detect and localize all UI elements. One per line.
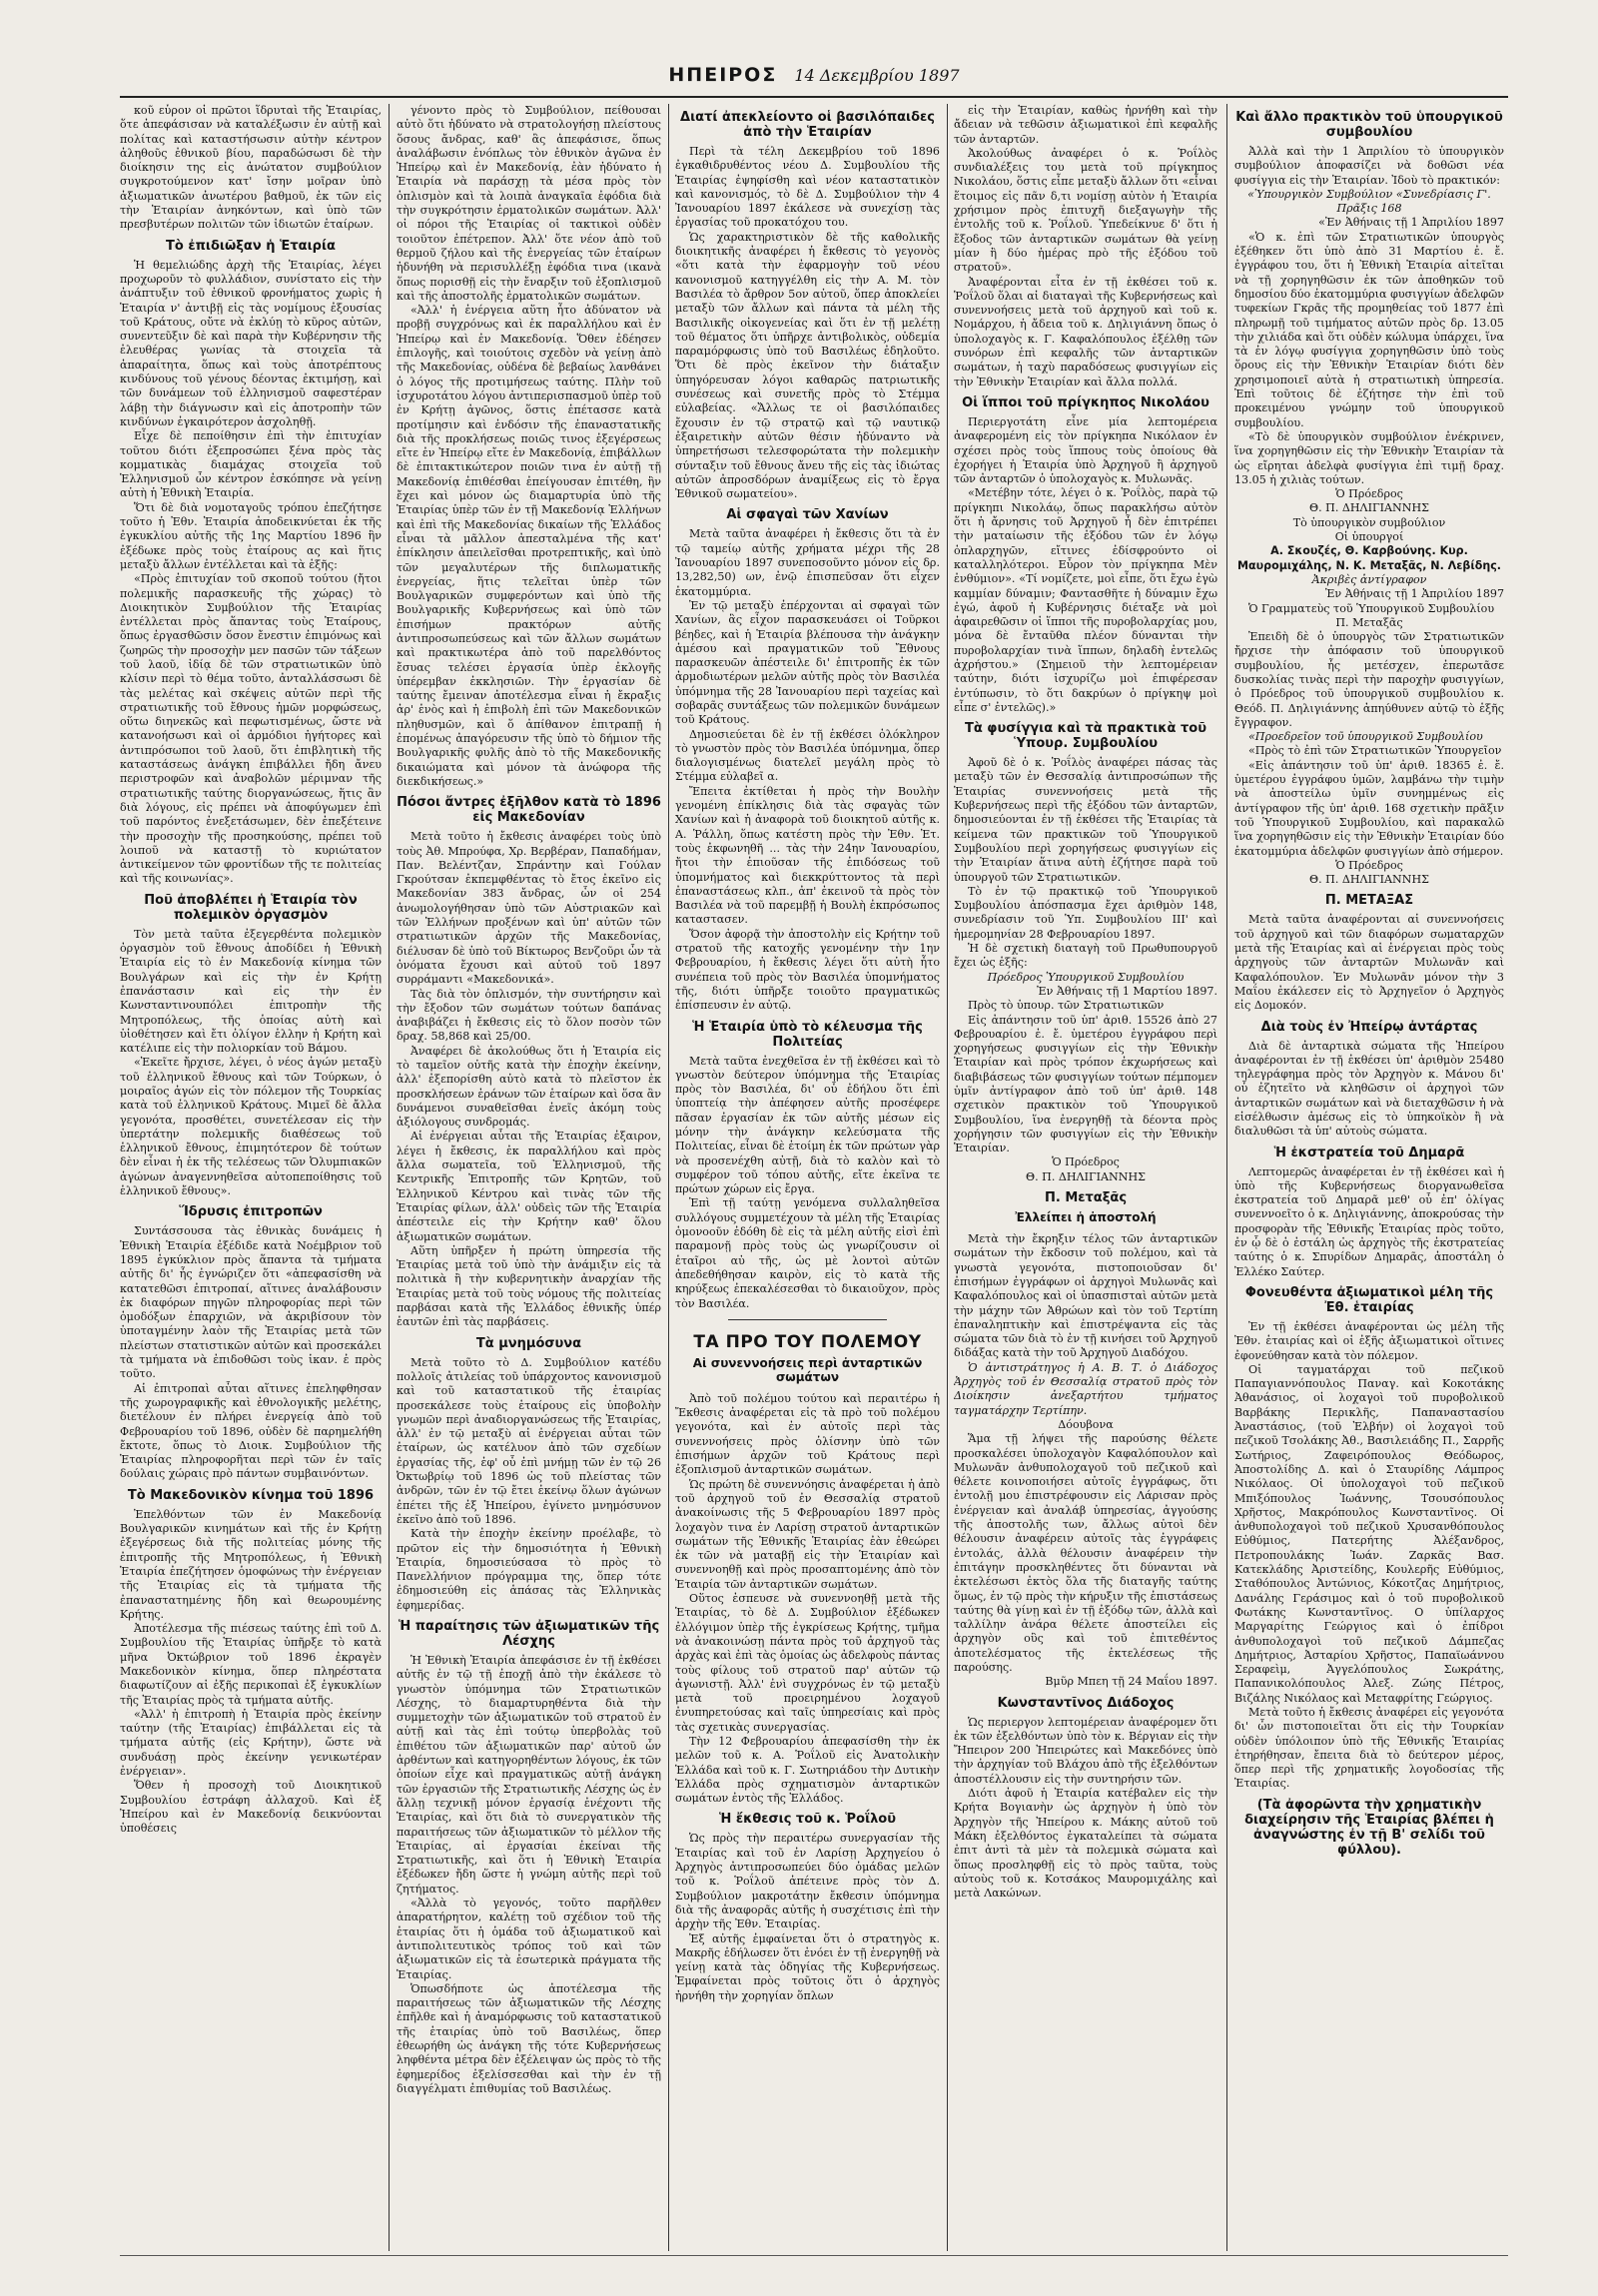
paragraph: Ἐν Ἀθήναις τῇ 1 Μαρτίου 1897. xyxy=(1037,984,1217,998)
paragraph: Ὡς πρώτη δὲ συνεννόησις ἀναφέρεται ἡ ἀπὸ τοῦ ἀρχηγοῦ τοῦ ἐν Θεσσαλίᾳ στρατοῦ ἀνακοίνωσις τῆς 5 Φεβρουαρίου 1897 πρὸς λοχαγὸν τινα ἐν Λαρίσῃ στρατοῦ ἀνταρτικῶν σωμάτων τῆς Ἐθνικῆς Ἑταιρίας ἐὰν ἐθεώρει ἐκ τῶν νὰ ματαβῇ εἰς τὴν Ἑταιρίαν καὶ συνεννοηθῇ καὶ πρὸς προσαπτομένης ἀπὸ τὸν Ἑταιρία τῶν ἀνταρτικῶν σωμάτων. xyxy=(675,1477,940,1591)
column-2 xyxy=(397,104,661,2251)
signature-name: Θ. Π. ΔΗΛΙΓΙΑΝΝΗΣ xyxy=(1026,1169,1146,1183)
paragraph: Ἐν τῷ μεταξὺ ἐπέρχονται αἱ σφαγαὶ τῶν Χανίων, ἃς εἶχον παρασκευάσει οἱ Τοῦρκοι βέηδες, καὶ ἡ Ἑταιρία βλέπουσα τὴν ἀνάγκην ἀμέσου καὶ πραγματικῶν τοῦ Ἔθνους παρασκευῶν ἀπέστειλε δι' ἐπιτροπῆς ἐκ τῶν ἀρμοδιωτέρων μελῶν αὐτῆς πρὸς τὸν Βασιλέα ὑπόμνημα τῆς 28 Ἰανουαρίου περὶ ταχείας καὶ σοβαρᾶς συντάξεως τῶν πολεμικῶν δυνάμεων τοῦ Κράτους. xyxy=(675,598,940,727)
section-heading: (Τὰ ἀφορῶντα τὴν χρηματικὴν διαχείρησιν τῆς Ἑταιρίας βλέπει ἡ ἀναγνώστης ἐν τῇ Β' σελίδι τοῦ φύλλου). xyxy=(1244,1797,1494,1858)
paragraph: Ἐν τῇ ἐκθέσει ἀναφέρονται ὡς μέλη τῆς Ἐθν. ἑταιρίας καὶ οἱ ἐξῆς ἀξιωματικοὶ οἵτινες ἐφονεύθησαν κατὰ τὸν πόλεμον. xyxy=(1234,1319,1504,1362)
paragraph: Μετὰ τοῦτο ἡ ἔκθεσις ἀναφέρει εἰς γεγονότα δι' ὧν πιστοποιεῖται ὅτι εἰς τὴν Τουρκίαν οὐδὲν ὑπόλοιπον ὑπὸ τῆς Ἐθνικῆς Ἑταιρίας ἐτηρήθησαν, ἔπειτα διὰ τὸ δεύτερον μέρος, ὅπερ περὶ τῆς χρηματικῆς λογοδοσίας τῆς Ἑταιρίας. xyxy=(1234,1705,1504,1791)
paragraph: Αἱ ἐνέργειαι αὗται τῆς Ἑταιρίας ἐξαιρον, λέγει ἡ ἔκθεσις, ἐκ παραλλήλου καὶ πρὸς ἄλλα σωματεῖα, τοῦ Ἑλληνισμοῦ, τῆς Κεντρικῆς Ἐπιτροπῆς τῶν Κρητῶν, τοῦ Ἑλληνικοῦ Κέντρου καὶ τινὰς τῶν τῆς Ἑταιρίας φίλων, ἀλλ' οὐδεὶς τῶν τῆς Ἑταιρία ἀπέστειλε εἰς τὴν Κρήτην καθ' ὅλου ἀξιωματικῶν σωμάτων. xyxy=(397,1130,661,1243)
paragraph: Οἱ ὑπουργοί xyxy=(1334,530,1404,544)
paragraph: Ὁ Πρόεδρος xyxy=(1335,487,1403,501)
bottom-rule xyxy=(120,2255,1508,2256)
paragraph: Εἶχε δὲ πεποίθησιν ἐπὶ τὴν ἐπιτυχίαν τοῦτου διότι ἐξεπροσώπει ξένα πρὸς τὰς κομματικὰς διαμάχας στοιχεῖα τοῦ Ἑλληνισμοῦ ὧν κέντρον ἐσκόπησε νὰ γείνῃ αὐτὴ ἡ Ἐθνικὴ Ἑταιρία. xyxy=(120,429,382,500)
signature-name: Θ. Π. ΔΗΛΙΓΙΑΝΝΗΣ xyxy=(1309,873,1429,887)
paragraph: Εἰς ἀπάντησιν τοῦ ὑπ' ἀριθ. 15526 ἀπὸ 27 Φεβρουαρίου ἐ. ἔ. ὑμετέρου ἐγγράφου περὶ χορηγήσεως φυσιγγίων εἰς τὴν Ἐθνικὴν Ἑταιρίαν καὶ πρὸς τρόπον ἐκχωρήσεως καὶ διαβιβάσεως τῶν φυσιγγίων τούτων πέμπομεν ὑμῖν ἀντίγραφον ἀπὸ τοῦ ὑπ' ἀριθ. 148 σχετικὸν πρακτικὸν τοῦ Ὑπουργικοῦ Συμβουλίου, ἵνα ἐνεργηθῇ τὰ δέοντα πρὸς χορήγησιν τῶν φυσιγγίων εἰς τὴν Ἐθνικὴν Ἑταιρίαν. xyxy=(954,1013,1217,1155)
section-heading: Π. Μεταξᾶς xyxy=(1044,1190,1128,1206)
paragraph: Οἱ ταγματάρχαι τοῦ πεζικοῦ Παπαγιαννόπουλος Παναγ. καὶ Κοκοτάκης Ἀθανάσιος, οἱ λοχαγοὶ τοῦ πυροβολικοῦ Βαρβάκης Περικλῆς, Παπαναστασίου Ἀναστάσιος, (τοῦ Ἐλβήν) οἱ λοχαγοὶ τοῦ πεζικοῦ Τσολάκης Ἀθ., Βασιλειάδης Π., Σαρρῆς Σωτήριος, Ζαφειρόπουλος Θεόδωρος, Ἀποστολίδης Δ. καὶ ὁ Σταυρίδης Λάμπρος Νικόλαος. Οἱ ὑπολοχαγοὶ τοῦ πεζικοῦ Μπιξόπουλος Ἰωάννης, Τσουσόπουλος Χρῆστος, Μακρόπουλος Κωνσταντῖνος. Οἱ ἀνθυπολοχαγοὶ τοῦ πεζικοῦ Χρυσανθόπουλος Εὐθύμιος, Πατερήτης Ἀλέξανδρος, Πετροπουλάκης Ἰωάν. Ζαρκᾶς Βασ. Κατεκλάδης Ἀριστείδης, Κουλερῆς Εὐθύμιος, Σταθόπουλος Ἀντώνιος, Κόκοτζας Δημήτριος, Δανάλης Γεράσιμος καὶ ὁ τοῦ πυροβολικοῦ Φωτάκης Κωνσταντῖνος. Ο ὑπίλαρχος Μαργαρίτης Γεώργιος καὶ ὁ ἐπίδροι ἀνθυπολοχαγοὶ τοῦ πεζικοῦ Δάμπεζας Δημήτριος, Ἀσταρίου Χρῆστος, Παπαϊωάννου Σεραφεὶμ, Ἀγγελόπουλος Σωκράτης, Παπανικολόπουλος Ἀλεξ. Ζώης Πέτρος, Βιζάλης Νικόλαος καὶ Μεταφρίτης Γεώργιος. xyxy=(1234,1362,1504,1705)
signatories: Α. Σκουζές, Θ. Καρβούνης. Κυρ. Μαυρομιχάλης, Ν. Κ. Μεταξᾶς, Ν. Λεβίδης. xyxy=(1236,544,1502,572)
paragraph: Μετὰ τοῦτο ἡ ἔκθεσις ἀναφέρει τοὺς ὑπὸ τοὺς Ἀθ. Μπρούφα, Χρ. Βερβέραν, Παπαδήμαν, Παν. Βελέντζαν, Σπράντην καὶ Γούλαν Γκρούτσαν ἐκπεμφθέντας τὸ ἔτος ἐκεῖνο εἰς Μακεδονίαν 383 ἄνδρας, ὧν οἱ 254 ἀνωμολογήθησαν ὑπὸ τῶν Αὐστριακῶν καὶ τῶν Ἑλλήνων προξένων καὶ ὑπ' αὐτῶν τῶν στρατιωτικῶν ἀρχῶν τῆς Μακεδονίας, διέλυσαν δὲ ὑπὸ τοῦ Βίκτωρος Βενζοῦρι ὧν τὰ ὀνόματα ἔχουσι καὶ αὐτοῦ τοῦ 1897 συρράμαντι «Μακεδονικά». xyxy=(397,830,661,987)
paragraph: Βμῦρ Μπεη τῇ 24 Μαΐου 1897. xyxy=(1045,1675,1217,1689)
paragraph: «Ἐν Ἀθήναις τῇ 1 Ἀπριλίου 1897 xyxy=(1318,216,1504,230)
paragraph: Ἡ δὲ σχετικὴ διαταγὴ τοῦ Πρωθυπουργοῦ ἔχει ὡς ἑξῆς: xyxy=(954,942,1217,970)
paragraph: Διὰ δὲ ἀνταρτικὰ σώματα τῆς Ἠπείρου ἀναφέρονται ἐν τῇ ἐκθέσει ὑπ' ἀριθμὸν 25480 τηλεγράφημα πρὸς τὸν Ἀρχηγὸν κ. Μάνου δι' οὗ ἐζητεῖτο νὰ κληθῶσιν οἱ ἀρχηγοὶ τῶν ἀνταρτικῶν σωμάτων καὶ νὰ διεταχθῶσιν ἡ νὰ εἰσέλθωσιν ἀμέσως εἰς τὸ ὑπηκοϊκὸν ἢ νὰ διαλυθῶσι τὰ ὑπ' αὐτοὺς σώματα. xyxy=(1234,1039,1504,1139)
section-heading: Τὸ ἐπιδιῶξαν ἡ Ἑταιρία xyxy=(166,238,336,254)
paragraph: Ὅτι δὲ διὰ νομοταγοῦς τρόπου ἐπεζήτησε τοῦτο ἡ Ἐθν. Ἑταιρία ἀποδεικνύεται ἐκ τῆς ἐγκυκλίου αὐτῆς τῆς 1ης Μαρτίου 1896 ἣν ἐξέδωκε πρὸς τοὺς ἑταίρους ας καὶ ἥτις μεταξὺ ἄλλων ἐντέλλεται καὶ τὰ ἑξῆς: xyxy=(120,500,382,571)
masthead xyxy=(120,64,1508,94)
paragraph: «Ἀλλ' ἡ ἐνέργεια αὕτη ἦτο ἀδύνατον νὰ προβῇ συγχρόνως καὶ ἐκ παραλλήλου καὶ ἐν Ἠπείρῳ καὶ ἐν Μακεδονίᾳ. Ὅθεν ἐδέησεν ἐπιλογῆς, καὶ τοιούτοις σχεδὸν νὰ γείνῃ ἀπὸ τῆς Μακεδονίας, οὐδένα δὲ βεβαίως λανθάνει ὁ λόγος τῆς προτιμήσεως ταύτης. Πλὴν τοῦ ἰσχυροτάτου λόγου ἀντιπερισπασμοῦ ὑπὲρ τοῦ ἐν Κρήτῃ ἀγῶνος, ὅστις ἐπέτασσε κατὰ προτίμησιν καὶ ἐνδόσιν τῆς ἐπαναστατικῆς διὰ τῆς προκλήσεως ποιῶς τινος ἐξεγέρσεως εἴτε ἐν Ἠπείρῳ εἴτε ἐν Μακεδονίᾳ, ἐπιβάλλων δὲ ἐπιτακτικώτερον ποιῶν τινα ἐν αὐτῇ τῇ Μακεδονίᾳ ἐπιθέσθαι ἐπείγουσαν ἐπιτέθη, ἣν ἔχει καὶ μόνον ὡς διαμαρτυρία ὑπὸ τῆς Ἑταιρίας ὑπὲρ τῶν ἐν τῇ Μακεδονίᾳ Ἑλλήνων καὶ ἐπὶ τῆς Μακεδονίας δικαίων τῆς Ἑλλάδος εἶναι τὰ μᾶλλον ἀπεσταλμένα τῆς κατ' ἐπίκλησιν ἀπειλεῖσθαι προτρεπτικῆς, καὶ ὑπὸ τῶν μεγαλυτέρων τῆς διπλωματικῆς ἐνεργείας, ἥτις τελεῖται ὑπὲρ τῶν Βουλγαρικῶν συμφερόντων καὶ ὑπὸ τῆς Βουλγαρικῆς Κυβερνήσεως καὶ ὑπὸ τῶν ἐπισήμων πρακτόρων αὐτῆς ἀντιπροσωπεύσεως καὶ τῶν ἄλλων σωμάτων καὶ πρακτικωτέρα ἀπὸ τοῦ παρελθόντος ἔσυας τελέσει ἐργασία ὑπὲρ ἐκλογῆς ὑπέρεμβαν ἐκκλησιῶν. Τὴν ἐργασίαν δὲ ταύτης ἔμειναν ἀποτέλεσμα εἶναι ἡ ἔκραξις ἀρ' ἑνὸς καὶ ἡ ἐπιβολὴ ἐπὶ τῶν Μακεδονικῶν πληθυσμῶν, καὶ ὅ ἀπίθανον ἐπιτραπῇ ἡ ἐπομένως ἀπαγόρευσιν τῆς ὑπὸ τὸ δήμιον τῆς Βουλγαρικῆς φυλῆς ἀπὸ τὸ τῆς Μακεδονικῆς δικαιώματα καὶ μόνον τὰ ἀνώφορα τῆς διεκδικήσεως.» xyxy=(397,304,661,788)
paragraph: Κατὰ τὴν ἐποχὴν ἐκείνην προέλαβε, τὸ πρῶτον εἰς τὴν δημοσιότητα ἡ Ἐθνικὴ Ἑταιρία, δημοσιεύσασα τὸ πρὸς τὸ Πανελλήνιον πρόγραμμα της, ὅπερ τότε ἐδημοσιεύθη εἰς ἁπάσας τὰς Ἑλληνικὰς ἐφημερίδας. xyxy=(397,1527,661,1612)
column-3 xyxy=(675,104,940,2251)
paragraph: Ἐπελθόντων τῶν ἐν Μακεδονίᾳ Βουλγαρικῶν κινημάτων καὶ τῆς ἐν Κρήτῃ ἐξεγέρσεως διὰ τῆς πολιτείας μόνης τῆς ἐπιτροπῆς τῆς Μητροπόλεως, ἡ Ἐθνικὴ Ἑταιρία ἐπεζήτησεν ὁμοφώνως τὴν ἐνέργειαν τῆς Ἑταιρίας εἰς τὰ τμήματα τῆς ἐπαναστατημένης ἤδη καὶ θεωρουμένης Κρήτης. xyxy=(120,1507,382,1621)
paragraph: Ἐξ αὐτῆς ἐμφαίνεται ὅτι ὁ στρατηγὸς κ. Μακρῆς ἐδήλωσεν ὅτι ἐνόει ἐν τῇ ἐνεργηθῇ νὰ γείνῃ κατὰ τὰς ὁδηγίας τῆς Κυβερνήσεως. Ἐμφαίνεται πρὸς τοῦτοις ὅτι ὁ ἀρχηγὸς ἠρνήθη τὴν χορηγίαν ὅπλων xyxy=(675,1931,940,2002)
paragraph: κοῦ εὗρον οἱ πρῶτοι ἵδρυταὶ τῆς Ἑταιρίας, ὅτε ἀπεφάσισαν νὰ καταλέξωσιν ἐν αὐτῇ καὶ πολίτας καὶ καταστήσωσιν αὐτὴν κέντρον ἀληθοῦς ἐθνικοῦ βίου, παραδώσωσι δὲ τὴν διοίκησιν της εἰς ἀνώτατον συμβούλιον συγκροτούμενον κατ' ἴσην μοῖραν ὑπὸ ἀξιωματικῶν ἀνωτέρου βαθμοῦ, ἐκ τῶν εἰς τὴν Ἑταιρίαν ἀνηκόντων, καὶ ὑπὸ τῶν πρεσβυτέρων πολιτῶν τῶν ἰδιωτῶν ἑταίρων. xyxy=(120,104,382,232)
paragraph: «Εἰς ἀπάντησιν τοῦ ὑπ' ἀριθ. 18365 ἐ. ἔ. ὑμετέρου ἐγγράφου ὑμῶν, λαμβάνω τὴν τιμὴν νὰ ἀποστείλω ὑμῖν συνημμένως εἰς ἀντίγραφον τῆς ὑπ' ἀριθ. 168 σχετικὴν πρᾶξιν τοῦ Ὑπουργικοῦ Συμβουλίου, καὶ παρακαλῶ ἵνα χορηγηθῶσιν εἰς τὴν Ἐθνικὴν Ἑταιρίαν δύο ἑκατομμύρια ἀδελφῶν φυσιγγίων ἀπὸ σήμερον. xyxy=(1234,758,1504,858)
section-heading: Αἱ σφαγαὶ τῶν Χανίων xyxy=(726,507,889,523)
section-heading: Τὸ Μακεδονικὸν κίνημα τοῦ 1896 xyxy=(127,1487,375,1503)
paragraph: Ὁ ἀντιστράτηγος ἡ Α. Β. Τ. ὁ Διάδοχος Ἀρχηγὸς τοῦ ἐν Θεσσαλίᾳ στρατοῦ πρὸς τὸν Διοίκησιν ἀνεξαρτήτου τμήματος ταγματάρχην Τερτίπην. xyxy=(954,1360,1217,1417)
paragraph: εἰς τὴν Ἑταιρίαν, καθὼς ἠρνήθη καὶ τὴν ἄδειαν νὰ τεθῶσιν ἀξιωματικοὶ ἐπὶ κεφαλῆς τῶν ἀνταρτῶν. xyxy=(954,104,1217,146)
paragraph: Ὁ Πρόεδρος xyxy=(1335,858,1403,872)
paragraph: Τὴν 12 Φεβρουαρίου ἀπεφασίσθη τὴν ἐκ μελῶν τοῦ κ. Α. Ῥοΐλοῦ εἰς Ἀνατολικὴν Ἑλλάδα καὶ τοῦ κ. Γ. Σωτηριάδου τὴν Δυτικὴν Ἑλλάδα πρὸς σχηματισμὸν ἀνταρτικῶν σωμάτων ἐντὸς τῆς Ἑλλάδος. xyxy=(675,1734,940,1806)
paragraph: Τὸ ὑπουργικὸν συμβούλιον xyxy=(1292,515,1446,529)
paragraph: Μετὰ ταῦτα ἀναφέρει ἡ ἔκθεσις ὅτι τὰ ἐν τῷ ταμείῳ αὐτῆς χρήματα μέχρι τῆς 28 Ἰανουαρίου 1897 συνεποσοῦντο μόνον εἰς δρ. 13,282,50) ων, ἐνῷ ἐπισπεῦσαν ὅτι εἶχεν ἑκατομμύρια. xyxy=(675,527,940,598)
section-heading: Π. ΜΕΤΑΞΑΣ xyxy=(1324,893,1414,909)
paragraph: Ὡς περιεργον λεπτομέρειαν ἀναφέρομεν ὅτι ἐκ τῶν ἐξελθόντων ὑπὸ τὸν κ. Βέργιαν εἰς τὴν Ἤπειρον 200 Ἠπειρώτες καὶ Μακεδόνες ὑπὸ τὴν ἀρχηγίαν τοῦ Βλάχου ἀπὸ τῆς ἐξελθόντων ἀποστέλλουσιν εἰς τὴν συντηρήσιν τῶν. xyxy=(954,1715,1217,1786)
newspaper-name: ΗΠΕΙΡΟΣ xyxy=(668,64,778,86)
paragraph: Ἀκριβὲς ἀντίγραφον xyxy=(1311,572,1427,586)
major-headline: ΤΑ ΠΡΟ ΤΟΥ ΠΟΛΕΜΟΥ xyxy=(693,1331,922,1352)
section-heading: Ἡ ἐκστρατεία τοῦ Δημαρᾶ xyxy=(1273,1145,1465,1160)
paragraph: «Πρὸς ἐπιτυχίαν τοῦ σκοποῦ τούτου (ἤτοι πολεμικῆς παρασκευῆς τῆς χώρας) τὸ Διοικητικὸν Συμβούλιον τῆς Ἑταιρίας ἐντέλλεται πρὸς ἅπαντας τοὺς Ἑταίρους, ὅπως ἐργασθῶσιν ὅσον ἔνεστιν ἐπιμόνως καὶ ζωηρῶς τὴν προσοχὴν μεν πασῶν τῶν τάξεων τοῦ λαοῦ, ἰδίᾳ δὲ τῶν στρατιωτικῶν ὑπὸ κλίσιν περὶ τὸ θέμα τοῦτο, ἀνταλλάσσωσι δὲ τὰς μελέτας καὶ σκέψεις αὐτῶν περὶ τῆς στρατιωτικῆς τοῦ ἔθνους ἡμῶν μορφώσεως, οὕτω διηνεκῶς καὶ πεφωτισμένως, ὥστε νὰ κατανοήσωσι καὶ οἱ ἁρμόδιοι ἡγήτορες καὶ ἀντιπρόσωποι τοῦ λαοῦ, ὅτι ἐπιβλητικὴ τῆς καταστάσεως ἀνάγκη ἐπιβάλλει ἤδη ἄνευ περιστροφῶν καὶ ἀναβολῶν μέριμναν τῆς στρατιωτικῆς ταύτης διοργανώσεως, ἥτις ἂν διὰ λόγους, εἰς πρέπει νὰ ἀποφύγωμεν ἐπὶ τοῦ παρόντος ἐνεξετάσωμεν, δὲν ἐπεξέτεινε τὴν προσοχὴν τῆς προσηκούσης, πρέπει τοῦ λοιποῦ νὰ καταστῇ τὸ κυριώτατον ἀντικείμενον τῶν φροντίδων τῆς τε πολιτείας καὶ τῆς κοινωνίας». xyxy=(120,572,382,886)
paragraph: Δόουβονα xyxy=(1058,1417,1114,1431)
paragraph: Μετὰ τοῦτο τὸ Δ. Συμβούλιον κατέδυ πολλοῖς ἀτιλείας τοῦ ὑπάρχοντος κανονισμοῦ καὶ τοῦ καταστατικοῦ τῆς ἑταιρίας προσεκάλεσε τοὺς ἑταίρους εἰς ὑποβολὴν γνωμῶν περὶ ἀναδιοργανώσεως τῆς Ἑταιρίας, ἀλλ' ἐν τῷ μεταξὺ αἱ ἐνέργειαι αὗται τῶν ἑταίρων, ὡς κατέλυον ἀπὸ τῶν σχεδίων ἐργασίας τῆς, ἐφ' οὗ ἐπὶ μνήμῃ τῶν ἐν τῷ 26 Ὀκτωβρίῳ τοῦ 1896 ὡς τοῦ πλείστας τῶν ἀνδρῶν, τῶν ἐν τῷ ἔτει ἐκείνῳ ὅλων ἀγώνων ἐπέτει τῆς ἐξ Ἠπείρου, ἐγίνετο μνημόσυνον ἐκεῖνο ἀπὸ τοῦ 1896. xyxy=(397,1355,661,1526)
paragraph: Ὡς πρὸς τὴν περαιτέρω συνεργασίαν τῆς Ἑταιρίας καὶ τοῦ ἐν Λαρίσῃ Ἀρχηγείου ὁ Ἀρχηγὸς ἀντιπροσωπεύει δύο ὁμάδας μελῶν τοῦ κ. Ῥοΐλοῦ ἀπέτεινε πρὸς τὸν Δ. Συμβούλιον μακροτάτην ἔκθεσιν ὑπόμνημα διὰ τῆς ἀναφορᾶς αὐτῆς ἡ συσχέτισις ἐπὶ τὴν ἀρχὴν τῆς Ἐθν. Ἑταιρίας. xyxy=(675,1832,940,1931)
paragraph: «Ἀλλὰ τὸ γεγονός, τοῦτο παρῆλθεν ἀπαρατήρητον, καλέτῃ τοῦ σχέδιον τοῦ τῆς ἑταιρίας ὅτι ἡ ὁμάδα τοῦ ἀξιωματικοῦ καὶ ἀντιπολιτευτικὸς τρόπος τοῦ καὶ τῶν ἀξιωματικῶν εἰς τὰ ἐσωτερικὰ πράγματα τῆς Ἑταιρίας. xyxy=(397,1897,661,1981)
masthead-rule xyxy=(120,96,1508,98)
section-heading: Καὶ ἄλλο πρακτικὸν τοῦ ὑπουργικοῦ συμβουλίου xyxy=(1235,110,1503,140)
paragraph: Ἡ θεμελιώδης ἀρχὴ τῆς Ἑταιρίας, λέγει προχωροῦν τὸ φυλλάδιον, συνίστατο εἰς τὴν ἀνάπτυξιν τοῦ ἐθνικοῦ φρονήματος χωρὶς ἡ Ἑταιρία ν' ἀντιβῇ εἰς τὰς νομίμους ἐξουσίας τοῦ Κράτους, οὔτε νὰ ἐκλύῃ τὸ κῦρος αὐτῶν, συνεντεῦξιν δὲ καὶ παρὰ τὴν Κυβέρνησιν τῆς ἐλευθέρας γωνίας τὰ στοιχεῖα τὰ ἀπαραίτητα, ὅπως καὶ τοὺς ἀποτρέπτους κινδύνους τοῦ γένους δέοντας ἐκτιμήσῃ, καὶ τῶν δυνάμεων τοῦ ἑλληνισμοῦ σαφεστέραν λάβῃ τὴν διάγνωσιν καὶ εἰς ἀποτροπὴν τῶν κινδύνων ἐγκαιρότερον ἀσχοληθῇ. xyxy=(120,258,382,428)
paragraph: Ἀποτέλεσμα τῆς πιέσεως ταύτης ἐπὶ τοῦ Δ. Συμβουλίου τῆς Ἑταιρίας ὑπῆρξε τὸ κατὰ μῆνα Ὀκτώβριον τοῦ 1896 ἐκραγὲν Μακεδονικὸν κίνημα, ὅπερ πληρέστατα διαφωτίζουν αἱ ἐξῆς περικοπαὶ ἐξ ἐγκυκλίων τῆς Ἑταιρίας πρὸς τὰ τμήματα αὐτῆς. xyxy=(120,1622,382,1707)
section-heading: Ποῦ ἀποβλέπει ἡ Ἑταιρία τὸν πολεμικὸν ὀργασμὸν xyxy=(144,892,358,923)
paragraph: Αὕτη ὑπῆρξεν ἡ πρώτη ὑπηρεσία τῆς Ἑταιρίας μετὰ τοῦ ὑπὸ τὴν ἀνάμιξιν εἰς τὰ πολιτικὰ ἢ τὴν κυβερνητικὴν ἀναρχίαν τῆς Ἑταιρίας μετὰ τοῦ τοὺς νόμους τῆς πολιτείας παρβάσαι κατὰ τῆς Ἑλλάδος ἐθνικῆς ὑπέρ ἑαυτῶν ἐπὶ τὰς παρβάσεις. xyxy=(397,1243,661,1329)
column-divider xyxy=(668,104,669,2251)
paragraph: Μετὰ ταῦτα ἐνεχθεῖσα ἐν τῇ ἐκθέσει καὶ τὸ γνωστὸν δεύτερον ὑπόμνημα τῆς Ἑταιρίας πρὸς τὸν Βασιλέα, δι' οὗ ἐδήλου ὅτι ἐπὶ ὑποπτείᾳ τὴν ἀπέφησεν αὐτῆς προσέφερε πᾶσαν ἐργασίαν ἐκ τῶν αὐτῆς μέσων εἰς μόνην τὴν ἀνάγκην κελεύσματα τῆς Πολιτείας, εἶναι δὲ ἐτοίμη ἐκ τῶν πρώτων γὰρ νὰ προσενέχθη αὐτῇ, διὰ τὸ καλὸν καὶ τὸ συμφέρον τοῦ τόπου αὐτῆς, εἴτε ἐκεῖνα τε πρώτων χώρων εἰς ἔργα. xyxy=(675,1054,940,1196)
section-heading: Πόσοι ἄντρες ἐξῆλθον κατὰ τὸ 1896 εἰς Μακεδονίαν xyxy=(397,795,661,826)
paragraph: Ἐπειδὴ δὲ ὁ ὑπουργὸς τῶν Στρατιωτικῶν ἤρχισε τὴν ἀπόφασιν τοῦ ὑπουργικοῦ συμβουλίου, ἧς μετέσχεν, ἐπερωτᾶσε δυσκολίας τινὰς περὶ τὴν παροχὴν φυσιγγίων, ὁ Πρόεδρος τοῦ ὑπουργικοῦ συμβουλίου κ. Θεόδ. Π. Δηλιγιάννης ἀπηύθυνεν αὐτῷ τὸ ἑξῆς ἔγγραφον. xyxy=(1234,630,1504,729)
section-heading: Διατί ἀπεκλείοντο οἱ βασιλόπαιδες ἀπὸ τὴν Ἑταιρίαν xyxy=(680,110,935,140)
paragraph: Οὕτος ἐσπευσε νὰ συνεννοηθῇ μετὰ τῆς Ἑταιρίας, τὸ δὲ Δ. Συμβούλιον ἐξέδωκεν ἐλλόγιμον ὑπὲρ τῆς ἐγκρίσεως Κρήτης, τμῆμα νὰ ἀνακοινώσῃ πάντα πρὸς τοῦ ἀρχηγοῦ τὰς ἀρχὰς καὶ ἐπὶ τὰς ὁμοίας ὡς ἀδελφοὺς πάντας τοὺς φίλους τοῦ στρατοῦ παρ' αὐτῶν τῷ ἀγωνιστῇ. Ἀλλ' ἐνὶ συγχρόνως ἐν τῷ μεταξὺ μετὰ τοῦ προειρημένου λοχαγοῦ ἐνυπηρετούσας καὶ ταῖς ὑπηρεσίαις καὶ πρὸς τὰς σχετικὰς συνεργασίας. xyxy=(675,1592,940,1734)
section-heading: Τὰ μνημόσυνα xyxy=(475,1335,582,1351)
paragraph: «Ὑπουργικὸν Συμβούλιον «Συνεδρίασις Γ'. Πρᾶξις 168 xyxy=(1247,187,1491,216)
paragraph: Διότι ἀφοῦ ἡ Ἑταιρία κατέβαλεν εἰς τὴν Κρήτα Βογιανὴν ὡς ἀρχηγὸν ἡ ὑπὸ τὸν Ἀρχηγὸν τῆς Ἠπείρου κ. Μάκης αὐτοῦ τοῦ Μάκη ἐξελθόντος ἐγκαταλείπει τὰ σώματα ἐπιτ ἀντὶ τὰ μὲν τὰ πολεμικὰ σώματα καὶ ὅπως προσληφθῇ εἰς τὸ πρὸς ταῦτα, τοὺς αὐτοὺς τοῦ κ. Κοτσάκος Μαυρομιχάλης καὶ μετὰ Λακώνων. xyxy=(954,1787,1217,1901)
paragraph: Πρὸς τὸ ὑπουρ. τῶν Στρατιωτικῶν xyxy=(968,999,1165,1013)
paragraph: Ὁ Πρόεδρος xyxy=(1052,1155,1120,1169)
paragraph: Αἱ ἐπιτροπαὶ αὗται αἵτινες ἐπεληφθησαν τῆς χωρογραφικῆς καὶ ἐθνολογικῆς μελέτης, διετέλουν ἐν πλήρει ἐνεργείᾳ ἀπὸ τοῦ Φεβρουαρίου τοῦ 1896, οὐδὲν δὲ παρημελήθη ἔκτοτε, ὅπως τὸ Διοικ. Συμβούλιον τῆς Ἑταιρίας πληροφορῆται περὶ τῶν ἐν ταῖς δούλαις χώραις πρὸ πάντων συμβαινόντων. xyxy=(120,1381,382,1481)
paragraph: Ἀκολούθως ἀναφέρει ὁ κ. Ῥοΐλὸς συνδιαλέξεις του μετὰ τοῦ πρίγκηπος Νικολάου, ὅστις εἶπε μεταξὺ ἄλλων ὅτι «εἶναι ἕτοιμος εἰς πᾶν δ,τι νομίσῃ αὐτὸν ἡ Ἑταιρία χρήσιμον πρὸς ἐπιτυχῆ διεξαγωγὴν τῆς ἐντολῆς τοῦ κ. Ῥοΐλοῦ. Ὑπεδείκνυε δ' ὅτι ἡ ἔξοδος τῶν ἀνταρτικῶν σωμάτων θὰ γείνῃ μίαν ἢ δύο ἡμέρας πρὸ τῆς ἐξόδου τοῦ στρατοῦ». xyxy=(954,146,1217,275)
column-4 xyxy=(954,104,1217,2251)
paragraph: Ἀφοῦ δὲ ὁ κ. Ῥοΐλὸς ἀναφέρει πάσας τὰς μεταξὺ τῶν ἐν Θεσσαλίᾳ ἀντιπροσώπων τῆς Ἑταιρίας συνεννοήσεις μετὰ τῆς Κυβερνήσεως περὶ τῆς ἐξόδου τῶν ἀνταρτῶν, δημοσιεύονται ἐν τῇ ἐκθέσει τῆς Ἑταιρίας τὰ κείμενα τῶν πρακτικῶν τοῦ Ὑπουργικοῦ Συμβουλίου περὶ χορηγήσεως φυσιγγίων εἰς τὴν Ἑταιρίαν ἅτινα αὐτὴ ἐζήτησε παρὰ τοῦ ὑπουργοῦ τῶν Στρατιωτικῶν. xyxy=(954,756,1217,884)
paragraph: Τὸ ἐν τῷ πρακτικῷ τοῦ Ὑπουργικοῦ Συμβουλίου ἀπόσπασμα ἔχει ἀριθμὸν 148, συνεδρίασιν τοῦ Ὑπ. Συμβουλίου ΙΙΙ' καὶ ἡμερομηνίαν 28 Φεβρουαρίου 1897. xyxy=(954,884,1217,941)
section-heading: Κωνσταντῖνος Διάδοχος xyxy=(997,1695,1175,1711)
section-heading: Οἱ ἵπποι τοῦ πρίγκηπος Νικολάου xyxy=(962,394,1209,410)
column-divider xyxy=(1226,104,1227,2251)
paragraph: «Ὁ κ. ἐπὶ τῶν Στρατιωτικῶν ὑπουργὸς ἐξέθηκεν ὅτι ὑπὸ ἀπὸ 31 Μαρτίου ἐ. ἔ. ἐγγράφου του, ὅτι ἡ Ἐθνικὴ Ἑταιρία αἰτεῖται νὰ τῇ χορηγηθῶσιν ἐκ τῶν ἀποθηκῶν τοῦ δημοσίου δύο ἑκατομμύρια φυσιγγίων ἀδελφῶν τυφεκίων Γκρᾶς τῆς προμηθείας τοῦ 1877 ἐπὶ πληρωμῇ τοῦ τιμήματος αὐτῶν πρὸς δρ. 13.05 τὴν χιλιάδα καὶ ὅτι οὐδὲν κώλυμα ὑπάρχει, ἵνα τὰ ἐν λόγῳ φυσίγγια χορηγηθῶσιν ὑπὸ τοὺς ὅρους εἰς τὴν Ἐθνικὴν Ἑταιρίαν διότι δὲν χρησιμοποιεῖ αὐτὰ ἡ στρατιωτικὴ ὑπηρεσία. Ἐπὶ τοῦτοις δὲ ἐζήτησε τὴν ἐπὶ τοῦ προκειμένου γνώμην τοῦ ὑπουργικοῦ συμβουλίου. xyxy=(1234,230,1504,429)
section-heading: Ἵδρυσις ἐπιτροπῶν xyxy=(179,1204,323,1220)
paragraph: «Πρὸς τὸ ἐπὶ τῶν Στρατιωτικῶν Ὑπουργεῖον xyxy=(1248,744,1502,758)
paragraph: «Τὸ δὲ ὑπουργικὸν συμβούλιον ἐνέκρινεν, ἵνα χορηγηθῶσιν εἰς τὴν Ἐθνικὴν Ἑταιρίαν τὰ ὡς εἴρηται ἀδελφὰ φυσίγγια ἐπὶ τιμῇ δραχ. 13.05 ἡ χιλιὰς τούτων. xyxy=(1234,429,1504,486)
section-heading: Τὰ φυσίγγια καὶ τὰ πρακτικὰ τοῦ Ὑπουρ. Συμβουλίου xyxy=(964,721,1207,752)
column-1 xyxy=(120,104,382,2251)
paragraph: Λεπτομερῶς ἀναφέρεται ἐν τῇ ἐκθέσει καὶ ἡ ὑπὸ τῆς Κυβερνήσεως διοργανωθεῖσα ἐκστρατεία τοῦ Δημαρᾶ μεθ' οὗ ἐπ' ὀλίγας συνεννοεῖτο ὁ κ. Δηλιγιάννης, ἀποκρούσας τὴν προσφορὰν τῆς Ἐθνικῆς Ἑταιρίας πρὸς τοῦτο, ἐν ᾧ δὲ ὁ ἐστάλη ὡς ἀρχηγὸς τῆς ἐκστρατείας ταύτης ὁ κ. Σπυρίδων Δημαρᾶς, ἀποστάλη ὁ Ἐλλέκο Σαύτερ. xyxy=(1234,1164,1504,1278)
paragraph: Ἀναφέρει δὲ ἀκολούθως ὅτι ἡ Ἑταιρία εἰς τὸ ταμεῖον οὐτῆς κατὰ τὴν ἐποχὴν ἐκείνην, ἀλλ' ἐξεπορίσθη αὐτὸ κατὰ τὸ πλεῖστον ἐκ προσκλήσεων ἐράνων τῶν ἑταίρων καὶ ὅσα ἂν δυνάμενοι συναθεῖσθαι ἐνεῖς ἀκόμη τοὺς ἀξιόλογους συνδρομάς. xyxy=(397,1044,661,1130)
section-heading: Ἡ Ἑταιρία ὑπὸ τὸ κέλευσμα τῆς Πολιτείας xyxy=(692,1019,923,1050)
paragraph: Συντάσσουσα τὰς ἐθνικὰς δυνάμεις ἡ Ἐθνικὴ Ἑταιρία ἐξέδιδε κατὰ Νοέμβριον τοῦ 1895 ἐγκύκλιον πρὸς ἅπαντα τὰ τμήματα αὐτῆς δι' ἧς ἐγνώριζεν ὅτι «ἀπεφασίσθη νὰ κατατεθῶσι ἐπιτροπαί, αἵτινες ἀναλάβουσιν ἐκ διαφόρων πηγῶν πληροφορίας περὶ τῶν ὁμοδόξων ἐπαρχιῶν, νὰ ἀκριβίσουν τὸν ὑποταγμένην λαὸν τῆς Ἑταιρίας μετὰ τῶν πλείστων στατιστικῶν αὐτῶν καὶ προσεκάλει τὰ τμήματα νὰ ἐπιδοθῶσι τοὺς ἱκαν. ἐ πρὸς τοῦτο. xyxy=(120,1224,382,1381)
paragraph: «Ἀλλ' ἡ ἐπιτροπὴ ἡ Ἑταιρία πρὸς ἐκείνην ταύτην (τῆς Ἑταιρίας) ἐπιβάλλεται εἰς τὰ τμήματα αὐτῆς (εἰς Κρήτην), ὥστε νὰ συνδυάσῃ πρὸς ἐκείνην γενικωτέραν ἐνέργειαν». xyxy=(120,1707,382,1779)
paragraph: Ἔπειτα ἐκτίθεται ἡ πρὸς τὴν Βουλὴν γενομένη ἐπίκλησις διὰ τὰς σφαγὰς τῶν Χανίων καὶ ἡ ἀναφορὰ τοῦ διοικητοῦ αὐτῆς κ. Α. Ῥάλλη, ὅπως κατέστη πρὸς τὴν Ἐθν. Ἐτ. τοὺς ἐκφωνηθῆ ... τὰς τὴν 24ην Ἰανουαρίου, ἤτοι τὴν ἐπιοῦσαν τῆς ἐπιδόσεως τοῦ ὑπομνήματος καὶ διεκκρύττοντος τὰ περὶ ἐπαναστάσεως κλπ., ἀπ' ἐκεινοῦ τὰ πρὸς τὸν Βασιλέα νὰ τοῦ παρεμβῇ ἡ Βουλὴ ἐκπρόσωπος καταστασεν. xyxy=(675,784,940,927)
section-heading: Φονευθέντα ἀξιωματικοὶ μέλη τῆς Ἐθ. ἑταιρίας xyxy=(1244,1284,1494,1315)
column-divider xyxy=(389,104,390,2251)
paragraph: γένοντο πρὸς τὸ Συμβούλιον, πείθουσαι αὐτὸ ὅτι ἠδύνατο νὰ στρατολογήσῃ πλείστους ὅσους ἄνδρας, καθ' ἃς ἀπεφάσισε, ὅπως ἀναλάβωσιν ἐνόπλως τὸν ἐθνικὸν ἀγῶνα ἐν Ἠπείρῳ καὶ ἐν Μακεδονίᾳ, ἐὰν ἠδύνατο ἡ Ἑταιρία νὰ παράσχῃ τὰ μέσα πρὸς τὸν ὁπλισμὸν καὶ τὰ λοιπὰ ἀναγκαῖα ἐφόδια διὰ τὴν συγκρότησιν ἐρματολικῶν σωμάτων. Ἀλλ' οἱ πόροι τῆς Ἑταιρίας οἱ τακτικοὶ οὐδὲν τοιοῦτον ἐπέτρεπον. Ἀλλ' ὅτε νέον ἀπὸ τοῦ θερμοῦ ζήλου καὶ τῆς ἐνεργείας τῶν ἑταίρων ἡδυνήθη νὰ περισυλλέξῃ ἐφόδια τινα (ικανὰ ὅπως πορισθῇ εἰς τὴν ἔναρξιν τοῦ ἐξοπλισμοῦ καὶ τῆς ἀποστολῆς ἐρματολικῶν σωμάτων. xyxy=(397,104,661,303)
paragraph: Ἀπὸ τοῦ πολέμου τούτου καὶ περαιτέρω ἡ Ἔκθεσις ἀναφέρεται εἰς τὰ πρὸ τοῦ πολέμου γεγονότα, καὶ ἐν αὐτοῖς περὶ τὰς συνεννοήσεις πρὸς ὁλίσνην ὑπὸ τῶν ἐπισήμων ἀρχῶν τοῦ Κράτους περὶ ἐξοπλισμοῦ ἀνταρτικῶν σωμάτων. xyxy=(675,1391,940,1477)
paragraph: Ἐπὶ τῇ ταύτῃ γενόμενα συλλαληθεῖσα συλλόγους συμμετέχουν τὰ μέλη τῆς Ἑταιρίας ὁμονοοῦν ἐδόθη δὲ εἰς τὰ μέλη αὐτῆς εἰσὶ ἐπὶ παραμονῇ πρὸς τοὺς ὡς γνωρίζουσιν οἱ ἑταῖροι αὐ τῆς, ὡς μὲ λοντοὶ αὐτῶν ἀπεδεθήθησαν καιρὸν, εἰς τὸ κατὰ τῆς κηρύξεως ἐπεκαλέσεσθαι τὸ δικαιοῦχον, πρὸς τὸν Βασιλέα. xyxy=(675,1196,940,1310)
signature-name: Π. Μεταξᾶς xyxy=(1335,615,1403,629)
signature-name: Θ. Π. ΔΗΛΙΓΙΑΝΝΗΣ xyxy=(1309,501,1429,515)
paragraph: Τὸν μετὰ ταῦτα ἐξεγερθέντα πολεμικὸν ὀργασμὸν τοῦ ἔθνους ἀποδίδει ἡ Ἐθνικὴ Ἑταιρία εἰς τὸ ἐν Μακεδονίᾳ κίνημα τῶν Βουλγάρων καὶ εἰς τὴν ἐν Κρήτῃ ἐπανάστασιν καὶ εἰς τὴν ἐν Κωνσταντινουπόλει ἐπιτροπὴν τῆς Μητροπόλεως, τῆς ὁποίας αὐτὴ καὶ ὑἱοθέτησεν καὶ ἔτι ὀλίγον ἑλλην ἡ Κρήτη καὶ κατέλιπε εἰς τὴν πολιορκίαν τοῦ Βάμου. xyxy=(120,927,382,1056)
column-divider xyxy=(947,104,948,2251)
section-heading: Διὰ τοὺς ἐν Ἠπείρῳ ἀντάρτας xyxy=(1260,1019,1478,1035)
paragraph: Ἡ Ἐθνικὴ Ἑταιρία ἀπεφάσισε ἐν τῇ ἐκθέσει αὐτῆς ἐν τῷ τῇ ἐποχῇ ἀπὸ τὴν ἐκάλεσε τὸ γνωστὸν ὑπόμνημα τῶν Στρατιωτικῶν Λέσχης, τὸ διαμαρτυρηθέντα διὰ τὴν συμμετοχὴν τῶν ἀξιωματικῶν τοῦ στρατοῦ ἐν αὐτῇ καὶ τὰς ἐπὶ τούτῳ ὑπερβολὰς τοῦ ἐπιθέτου τῶν ἀξιωματικῶν παρ' αὐτοῦ ὧν ἀρθέντων καὶ κατηγορηθέντων λόγους, ἐκ τῶν ὁποίων εἶχε καὶ πραγματικῶς αὐτῇ ἀνάγκη τῶν ἐργασιῶν τῆς Στρατιωτικῆς Λέσχης ὡς ἐν ἄλλῃ τεχνικῇ μόνον ἐργασίᾳ ἐνέχοντι τῆς Ἑταιρίας, καὶ ὅτι διὰ τὸ συνεργατικὸν τῆς παραιτήσεως τῶν ἀξιωματικῶν τὸ μέλλον τῆς Ἑταιρίας, αἱ ἐργασίαι ἐκείναι τῆς Στρατιωτικῆς, καὶ ὅτι ἡ Ἐθνικὴ Ἑταιρία ἐξέδωκεν ἤδη ὥστε ἡ γνώμη αὐτῆς περὶ τοῦ ζητήματος. xyxy=(397,1653,661,1896)
paragraph: «Μετέβην τότε, λέγει ὁ κ. Ῥοΐλὸς, παρὰ τῷ πρίγκηπι Νικολάῳ, ὅπως παρακλήσω αὐτὸν ὅτι ἡ ἄρνησις τοῦ Ἀρχηγοῦ ἦ δὲν ἐπιτρέπει τὴν ματαίωσιν τῆς ἐξόδου τῶν ἐν λόγῳ ὁπλαρχηγῶν, εἴτινες ἐδίσφρούντο οἱ καταλληλότεροι. Εὗρον τὸν πρίγκηπα Μὲν ἐνθύμιον». «Τί νομίζετε, μοὶ εἶπε, ὅτι ἔχω ἐγὼ καμμίαν δύναμιν; Φαντασθῆτε ἡ δύναμιν ἔχω ἐγώ, ἀφοῦ ἡ Κυβέρνησις διέταξε νὰ μοὶ ἀφαιρεθῶσιν οἱ ἵπποι τῆς πυροβολαρχίας μου, μόνα δὲ ἔνταῦθα πλέον δύνανται τὴν πυροβολαρχίαν τινὰ ἵππων, δηλαδὴ ἐντελῶς ἀχρήστου.» (Σημειοῦ τὴν λεπτομέρειαν ταύτην, διότι ἰσχυρίζω μοὶ ἐπιφέρεσαν ἐντύπωσιν, τὸ ὅτι δακρύων ὁ πρίγκηψ μοὶ εἶπε σ' ἐντελῶς).» xyxy=(954,486,1217,714)
paragraph: Ὅθεν ἡ προσοχὴ τοῦ Διοικητικοῦ Συμβουλίου ἐστράφη ἀλλαχοῦ. Καὶ ἐξ Ἠπείρου καὶ ἐν Μακεδονίᾳ δεικνύονται ὑποθέσεις xyxy=(120,1779,382,1836)
paragraph: Περιεργοτάτη εἶνε μία λεπτομέρεια ἀναφερομένη εἰς τὸν πρίγκηπα Νικόλαον ἐν σχέσει πρὸς τοὺς ἵππους τοὺς ὁποίους θὰ ἐχορήγει ἡ Ἑταιρία ὑπὸ Ἀρχηγοῦ ἢ ἀρχηγοῦ τῶν ἀνταρτῶν ὁ ὑπολοχαγὸς κ. Μυλωνᾶς. xyxy=(954,414,1217,486)
paragraph: Μετὰ τὴν ἔκρηξιν τέλος τῶν ἀνταρτικῶν σωμάτων τὴν ἔκδοσιν τοῦ πολέμου, καὶ τὰ γνωστὰ γεγονότα, πιστοποιοῦσαν δι' ἐπισήμων ἐγγράφων οἱ ἀρχηγοὶ Μυλωνᾶς καὶ Καφαλόπουλος καὶ οἱ ὑπασπισταὶ αὐτῶν μετὰ τὴν μάχην τῶν Ἀθρώων καὶ τὸν τοῦ Τερτίπη ἐπαναληπτικὴν καὶ ἐπιστρέψαντα εἰς τὰς σώματα τῶν διὰ τὸ ἐν τῇ κινήσει τοῦ Ἀρχηγοῦ διδάξας κατὰ τὴν τοῦ Ἀρχηγοῦ Διαδόχου. xyxy=(954,1232,1217,1360)
separator xyxy=(728,1319,887,1320)
subheadline: Ἐλλείπει ἡ ἀποστολή xyxy=(1015,1210,1157,1225)
paragraph: Ὡς χαρακτηριστικὸν δὲ τῆς καθολικῆς διοικητικῆς ἀναφέρει ἡ ἔκθεσις τὸ γεγονὸς «ὅτι κατὰ τὴν ἐφαρμογὴν τοῦ νέου κανονισμοῦ κατηγγέλθη εἰς τὴν Α. Μ. τὸν Βασιλέα τὸ ἄρθρον 5ον αὐτοῦ, ὅπερ ἀποκλείει μεταξὺ τῶν ἄλλων καὶ πάντα τὰ μέλη τῆς Βασιλικῆς οἰκογενείας καὶ ὅτι ἐν τῇ μελέτῃ τοῦ θέματος ὅτι ὑπῆρχε ἀντιβολικὸς, οὐδεμία παραμόρφωσις ὑπὸ τοῦ Βασιλέως ἐδηλοῦτο. Ὅτι δὲ πρὸς ἐκεῖνον τὴν διάταξιν ὑπηγόρευσαν λόγοι καθαρῶς πατριωτικῆς συνέσεως καὶ συνετῆς πρὸς τὸ Στέμμα εὐλαβείας. «Ἄλλως τε οἱ βασιλόπαιδες ἔχουσιν ἐν τῷ στρατῷ καὶ τῷ ναυτικῷ ἐξαιρετικὴν αὐτῶν θέσιν ἠδύναντο νὰ ὑπηρετήσωσι τελεσφορώτατα τὴν πολεμικὴν σύνταξιν τοῦ ἔθνους ἄνευ τῆς εἰς τὰς ἰδιώτας αὐτῶν ἀπροσδόρων ἀναμίξεως εἰς τὸ ἔργα Ἐθνικοῦ σωματείου». xyxy=(675,230,940,501)
paragraph: Δημοσιεύεται δὲ ἐν τῇ ἐκθέσει ὁλόκληρον τὸ γνωστὸν πρὸς τὸν Βασιλέα ὑπόμνημα, ὅπερ διαλογισμένως διατελεῖ μεγάλη πρὸς τὸ Στέμμα εὐλαβεῖ α. xyxy=(675,727,940,784)
paragraph: Ὅσον ἀφορᾷ τὴν ἀποστολὴν εἰς Κρήτην τοῦ στρατοῦ τῆς κατοχῆς γενομένην τὴν 1ην Φεβρουαρίου, ἡ ἔκθεσις λέγει ὅτι αὐτὴ ἦτο συνέπεια τοῦ πρὸς τὸν Βασιλέα ὑπομνήματος τῆς, διότι ὑπῆρξε τοιοῦτο πραγματικῶς ἐπίσπευσιν ἐν αὐτῷ. xyxy=(675,927,940,1013)
paragraph: «Προεδρεῖον τοῦ ὑπουργικοῦ Συμβουλίου xyxy=(1248,730,1483,744)
paragraph: Περὶ τὰ τέλη Δεκεμβρίου τοῦ 1896 ἐγκαθιδρυθέντος νέου Δ. Συμβουλίου τῆς Ἑταιρίας ἐψηφίσθη καὶ νέον καταστατικὸν καὶ κανονισμός, τὸ δὲ Δ. Συμβούλιον τὴν 4 Ἰανουαρίου 1897 ἐκάλεσε νὰ συνεχίσῃ τὰς ἐργασίας τοῦ προκατόχου του. xyxy=(675,145,940,230)
paragraph: Τὰς διὰ τὸν ὁπλισμόν, τὴν συντήρησιν καὶ τὴν ἔξοδον τῶν σωμάτων τούτων δαπάνας ἀναβιβάζει ἡ ἔκθεσις εἰς τὸ ὅλον ποσὸν τῶν δραχ. 58,868 καὶ 25/00. xyxy=(397,987,661,1044)
paragraph: Ἅμα τῇ λήψει τῆς παρούσης θέλετε προσκαλέσει ὑπολοχαγὸν Καφαλόπουλον καὶ Μυλωνᾶν ἀνθυπολοχαγοῦ τοῦ πεζικοῦ καὶ θέλετε κοινοποιήσει αὐτοῖς ἐγγράφως, ὅτι ἐντολῇ μου ἐπιστρέφουσιν εἰς Λάρισαν πρὸς ἐνέργειαν καὶ ἀναλάβ ὑπηρεσίας, ἀγγούσης τῆς ἀποστολῆς των, ἄλλως αὐτοὶ δὲν θέλουσιν ἀναφέρειν αὐτοῖς τὰς ἐγγράφεις ἐντολάς, ἀλλὰ θέλουσιν ἀναφέρειν τὴν ἐπιτάγην προσκληθέντες ὅτι δύνανται νὰ ἐκτελέσωσι ἐκτὸς ὅλα τῆς διαταγῆς ταύτης ὅμως, ἐν τῷ πρὸς τὴν κήρυξιν τῆς ἐπιστάσεως ταύτης θὰ γίνῃ καὶ ἐν τῇ ἐξόδῳ τῶν, ἀλλὰ καὶ ταλλίλην ἀνάρα θέλετε ἀποστείλει εἰς ἀρχηγὸν οὓς καὶ τοῦ ἐπιτεθέντος ἀποτελέσματος τῆς ἐκτελέσεως τῆς παρούσης. xyxy=(954,1432,1217,1674)
section-heading: Ἡ παραίτησις τῶν ἀξιωματικῶν τῆς Λέσχης xyxy=(398,1618,660,1649)
paragraph: Ὁπωσδήποτε ὡς ἀποτέλεσμα τῆς παραιτήσεως τῶν ἀξιωματικῶν τῆς Λέσχης ἐπῆλθε καὶ ἡ ἀναμόρφωσις τοῦ καταστατικοῦ τῆς ἑταιρίας ὑπὸ τοῦ Βασιλέως, ὅπερ ἐθεωρήθη ὡς ἀνάγκη τῆς τότε Κυβερνήσεως ληφθέντα μέτρα δὲν ἐξέλειψαν ὡς πρὸς τὸ τῆς ἐφημερίδος ἐξελίσσεσθαι καὶ τὴν ἐν τῇ διαγγέλματι ἐπιθυμίας τοῦ Βασιλέως. xyxy=(397,1981,661,2095)
paragraph: Ὁ Γραμματεὺς τοῦ Ὑπουργικοῦ Συμβουλίου xyxy=(1248,601,1495,615)
paragraph: Ἀλλὰ καὶ τὴν 1 Ἀπριλίου τὸ ὑπουργικὸν συμβούλιον ἀποφασίζει νὰ δοθῶσι νέα φυσίγγια εἰς τὴν Ἑταιρίαν. Ἰδοὺ τὸ πρακτικόν: xyxy=(1234,145,1504,187)
paragraph: Πρόεδρος Ὑπουργικοῦ Συμβουλίου xyxy=(987,970,1185,984)
paragraph: Ἀναφέρονται εἶτα ἐν τῇ ἐκθέσει τοῦ κ. Ῥοΐλοῦ ὅλαι αἱ διαταγαὶ τῆς Κυβερνήσεως καὶ συνεννοήσεις μετὰ τοῦ ἀρχηγοῦ καὶ τοῦ κ. Νομάρχου, ἡ ἄδεια τοῦ κ. Δηλιγιάννη ὅπως ὁ ὑπολοχαγὸς κ. Γ. Καφαλόπουλος ἐξέλθῃ τῶν συνόρων ἐπὶ κεφαλῆς τῶν ἀνταρτικῶν σωμάτων, ἡ ταχὺ παραδόσεως φυσιγγίων εἰς τὴν Ἐθνικὴν Ἑταιρίαν καὶ ἄλλα πολλά. xyxy=(954,275,1217,388)
paragraph: Μετὰ ταῦτα ἀναφέρονται αἱ συνεννοήσεις τοῦ ἀρχηγοῦ καὶ τῶν διαφόρων σωματαρχῶν μετὰ τῆς Ἑταιρίας καὶ αἱ ἐνέργειαι πρὸς τοὺς ἀρχηγοὺς τῶν ἀνταρτῶν Μυλωνᾶν καὶ Καφαλόπουλον. Ἐν Μυλωνᾶν μόνον τὴν 3 Μαΐου ἐκάλεσεν εἰς τὸ Ἀρχηγεῖον ὁ Ἀρχηγὸς εἰς Δομοκόν. xyxy=(1234,913,1504,1013)
column-5 xyxy=(1234,104,1504,2251)
issue-date: 14 Δεκεμβρίου 1897 xyxy=(794,66,960,85)
paragraph: Ἐν Ἀθήναις τῇ 1 Ἀπριλίου 1897 xyxy=(1324,587,1504,601)
subheadline: Αἱ συνεννοήσεις περὶ ἀνταρτικῶν σωμάτων xyxy=(692,1355,923,1384)
section-heading: Ἡ ἔκθεσις τοῦ κ. Ῥοΐλοῦ xyxy=(718,1812,897,1828)
paragraph: «Ἐκεῖτε ἤρχισε, λέγει, ὁ νέος ἀγών μεταξὺ τοῦ ἑλληνικοῦ ἔθνους καὶ τῶν Τούρκων, ὁ μοιραῖος ἀγών εἰς τὸν πόλεμον τῆς Τουρκίας κατὰ τοῦ ἑλληνικοῦ Κράτους. Μιμεῖ δὲ ἄλλα γεγονότα, προσθέτει, συνετέλεσαν εἰς τὴν ὑπερτάτην πολεμικῆς διαθέσεως τοῦ ἑλληνικοῦ ἔθνους, ἐπιμητότερον δὲ τούτων δὲν εἶναι ἡ ἐκ τῆς τελέσεως τῶν Ὀλυμπιακῶν ἀγώνων ἀναγεννηθεῖσα αὐτοπεποίθησις τοῦ ἑλληνικοῦ ἔθνους». xyxy=(120,1056,382,1198)
